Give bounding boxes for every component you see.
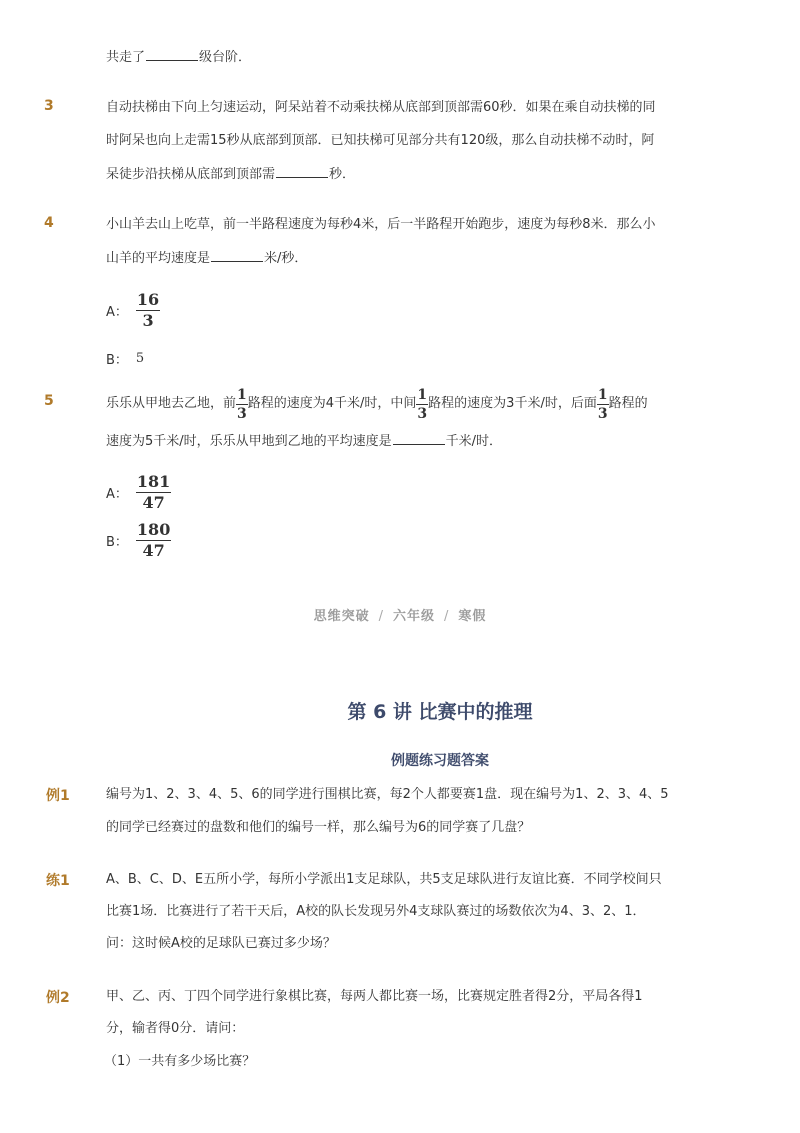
q5-line2	[106, 430, 502, 452]
q3-line2: 时阿呆也向上走需15秒从底部到顶部．已知扶梯可见部分共有120级，那么自动扶梯不动时，阿	[106, 133, 655, 148]
fraction-denominator: 3	[142, 311, 154, 330]
pr1-line2: 比赛1场．比赛进行了若干天后，A校的队长发现另外4支球队赛过的场数依次为4、3、2、1．	[106, 904, 646, 919]
ex2-line2: 分，输者得0分．请问：	[106, 1021, 245, 1036]
q3-line1: 自动扶梯由下向上匀速运动，阿呆站着不动乘扶梯从底部到顶部需60秒．如果在乘自动扶梯的同	[106, 100, 656, 115]
answer-blank	[146, 46, 198, 61]
option-fraction	[136, 522, 171, 559]
fraction-numerator: 1	[417, 386, 428, 403]
footer-separator: /	[444, 609, 450, 624]
q4-option-b[interactable]	[106, 349, 144, 368]
ex1-line2: 的同学已经赛过的盘数和他们的编号一样，那么编号为6的同学赛了几盘？	[106, 820, 531, 835]
q5-line2-text: 速度为5千米/时，乐乐从甲地到乙地的平均速度是	[106, 434, 392, 449]
question-number-5: 5	[44, 393, 54, 409]
q5-line2-text-after: 千米/时．	[445, 434, 503, 449]
option-label: A：	[106, 305, 128, 320]
example-tag-2: 例2	[46, 990, 70, 1006]
q3-line3	[106, 163, 355, 185]
option-value: 5	[135, 351, 145, 366]
fraction-bar	[416, 404, 428, 405]
q5-text: 路程的速度为3千米/时，后面	[428, 396, 597, 411]
fraction-numerator: 16	[136, 290, 160, 309]
fraction-one-third	[236, 388, 248, 421]
fraction-numerator: 1	[597, 386, 608, 403]
q5-line1	[106, 384, 648, 424]
option-fraction	[136, 474, 171, 511]
q2-tail-text: 共走了	[106, 50, 146, 65]
question-number-4: 4	[44, 215, 54, 231]
fraction-denominator: 3	[237, 405, 247, 422]
option-label: B：	[106, 353, 128, 368]
fraction-numerator: 1	[237, 386, 247, 403]
example-tag-1: 例1	[46, 788, 70, 804]
q4-line2-text: 山羊的平均速度是	[106, 251, 211, 266]
footer-grade: 六年级	[392, 609, 435, 624]
q5-option-b[interactable]	[106, 522, 171, 559]
footer-series: 思维突破	[313, 609, 370, 624]
ex2-line3: （1）一共有多少场比赛？	[104, 1054, 256, 1069]
practice-tag-1: 练1	[46, 873, 70, 889]
q3-line3-text: 呆徒步沿扶梯从底部到顶部需	[106, 167, 276, 182]
section-title: 例题练习题答案	[391, 753, 489, 769]
fraction-denominator: 3	[597, 405, 608, 422]
q5-option-a[interactable]	[106, 474, 171, 511]
question-number-3: 3	[44, 98, 54, 114]
q3-line3-text-after: 秒．	[329, 167, 356, 182]
q2-tail-text-after: 级台阶．	[199, 50, 252, 65]
option-fraction	[136, 292, 160, 329]
fraction-numerator: 181	[136, 472, 171, 491]
q4-option-a[interactable]	[106, 292, 160, 329]
fraction-numerator: 180	[136, 520, 171, 539]
option-label: A：	[106, 487, 128, 502]
fraction-bar	[597, 404, 609, 405]
q4-line2-text-after: 米/秒．	[264, 251, 308, 266]
footer-term: 寒假	[458, 609, 487, 624]
fraction-one-third	[416, 388, 428, 421]
fraction-bar	[236, 404, 248, 405]
q4-line2	[106, 247, 307, 269]
footer-separator: /	[378, 609, 384, 624]
page-footer	[0, 605, 800, 624]
answer-blank	[211, 247, 263, 262]
fraction-denominator: 47	[142, 541, 165, 560]
answer-blank	[276, 163, 328, 178]
pr1-line1: A、B、C、D、E五所小学，每所小学派出1支足球队，共5支足球队进行友谊比赛．不同学校间只	[106, 872, 662, 887]
answer-blank	[393, 430, 445, 445]
option-label: B：	[106, 535, 128, 550]
q5-text: 路程的	[608, 396, 648, 411]
fraction-denominator: 3	[417, 405, 428, 422]
q4-line1: 小山羊去山上吃草，前一半路程速度为每秒4米，后一半路程开始跑步，速度为每秒8米．那么小	[106, 217, 656, 232]
ex2-line1: 甲、乙、丙、丁四个同学进行象棋比赛，每两人都比赛一场，比赛规定胜者得2分，平局各得1	[106, 989, 643, 1004]
q5-text: 乐乐从甲地去乙地，前	[106, 396, 237, 411]
fraction-denominator: 47	[142, 493, 165, 512]
q2-tail-line	[106, 46, 251, 68]
fraction-one-third	[597, 388, 609, 421]
pr1-line3: 问：这时候A校的足球队已赛过多少场？	[106, 936, 336, 951]
q5-text: 路程的速度为4千米/时，中间	[247, 396, 417, 411]
ex1-line1: 编号为1、2、3、4、5、6的同学进行围棋比赛，每2个人都要赛1盘．现在编号为1、2、3、4、5	[106, 787, 669, 802]
lecture-title: 第 6 讲 比赛中的推理	[347, 701, 533, 723]
